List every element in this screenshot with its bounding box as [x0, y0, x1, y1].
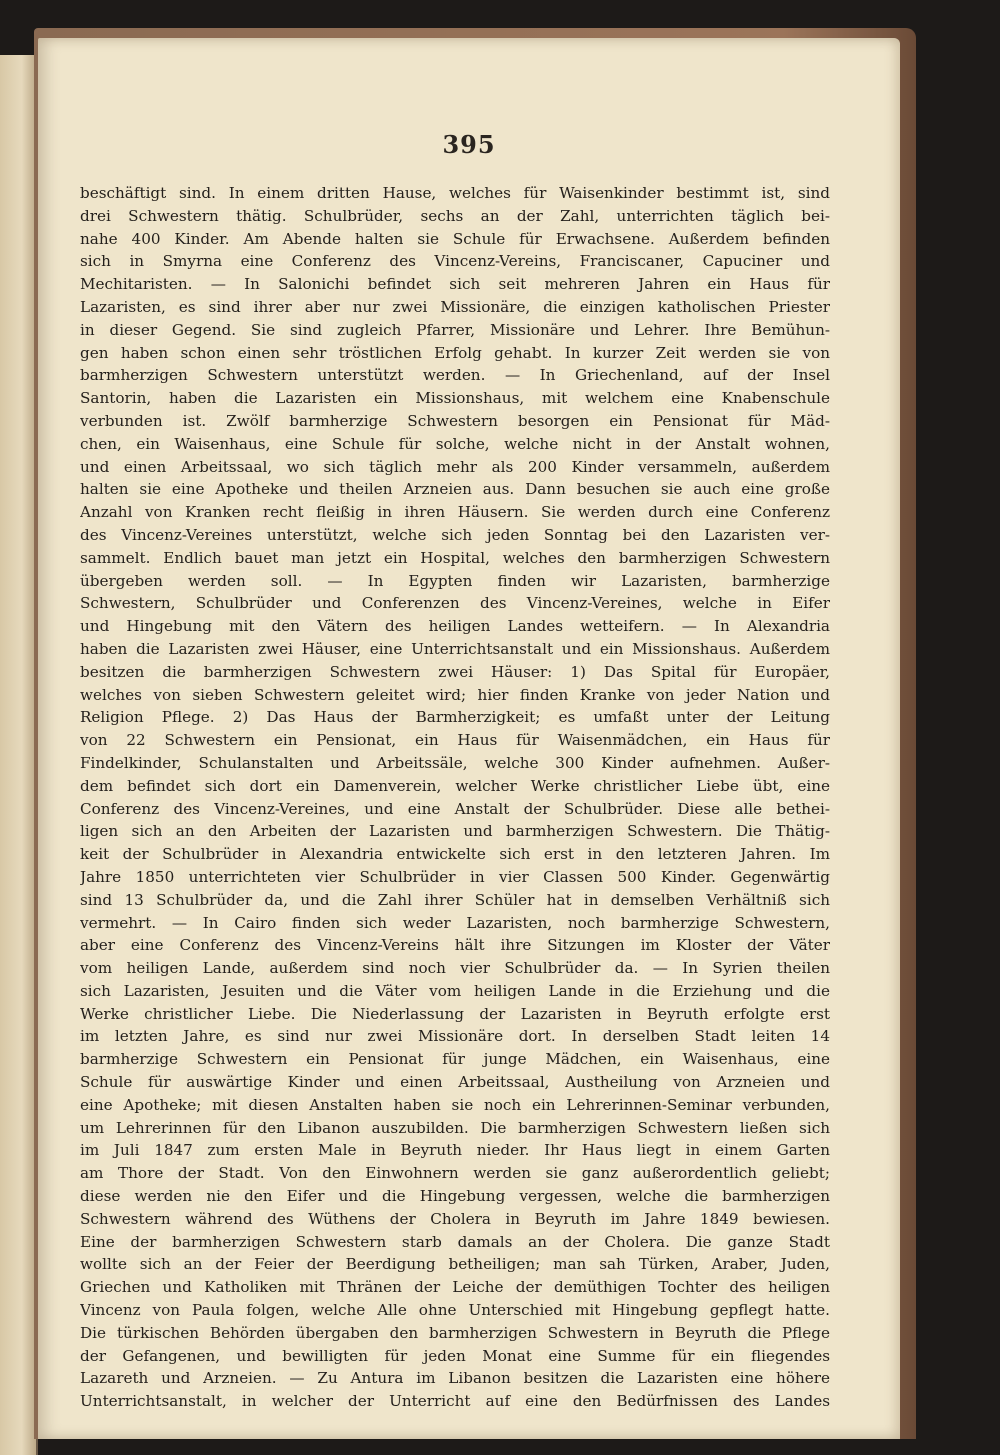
- text-line: beschäftigt sind. In einem dritten Hause, welches für Waisenkinder bestimmt ist, sind: [80, 184, 830, 202]
- text-line: aber eine Conferenz des Vincenz-Vereins hält ihre Sitzungen im Kloster der Väter: [80, 936, 830, 955]
- text-line: um Lehrerinnen für den Libanon auszubilden. Die barmherzigen Schwestern ließen sich: [80, 1118, 830, 1137]
- text-line: barmherzige Schwestern ein Pensionat für junge Mädchen, ein Waisenhaus, eine: [80, 1050, 830, 1069]
- text-line: Religion Pflege. 2) Das Haus der Barmherzigkeit; es umfaßt unter der Leitung: [80, 708, 830, 727]
- text-line: Lazaristen, es sind ihrer aber nur zwei Missionäre, die einzigen katholischen Priester: [80, 297, 830, 316]
- text-line: Findelkinder, Schulanstalten und Arbeitssäle, welche 300 Kinder aufnehmen. Außer-: [80, 753, 830, 772]
- text-line: im Juli 1847 zum ersten Male in Beyruth nieder. Ihr Haus liegt in einem Garten: [80, 1141, 830, 1160]
- text-line: Unterrichtsanstalt, in welcher der Unterricht auf eine den Bedürfnissen des Landes: [80, 1392, 830, 1411]
- text-line: Werke christlicher Liebe. Die Niederlassung der Lazaristen in Beyruth erfolgte erst: [80, 1004, 830, 1023]
- text-line: des Vincenz-Vereines unterstützt, welche sich jeden Sonntag bei den Lazaristen ver-: [80, 525, 830, 544]
- text-line: von 22 Schwestern ein Pensionat, ein Haus für Waisenmädchen, ein Haus für: [80, 731, 830, 750]
- text-line: Mechitaristen. — In Salonichi befindet sich seit mehreren Jahren ein Haus für: [80, 275, 830, 294]
- text-line: Schwestern während des Wüthens der Cholera in Beyruth im Jahre 1849 bewiesen.: [80, 1209, 830, 1228]
- text-line: sammelt. Endlich bauet man jetzt ein Hospital, welches den barmherzigen Schwestern: [80, 548, 830, 567]
- text-line: dem befindet sich dort ein Damenverein, welcher Werke christlicher Liebe übt, eine: [80, 776, 830, 795]
- text-line: Die türkischen Behörden übergaben den barmherzigen Schwestern in Beyruth die Pflege: [80, 1323, 830, 1342]
- text-line: drei Schwestern thätig. Schulbrüder, sechs an der Zahl, unterrichten täglich bei-: [80, 206, 830, 225]
- text-line: übergeben werden soll. — In Egypten finden wir Lazaristen, barmherzige: [80, 571, 830, 590]
- text-line: halten sie eine Apotheke und theilen Arzneien aus. Dann besuchen sie auch eine große: [80, 480, 830, 499]
- text-line: im letzten Jahre, es sind nur zwei Missionäre dort. In derselben Stadt leiten 14: [80, 1027, 830, 1046]
- text-line: besitzen die barmherzigen Schwestern zwei Häuser: 1) Das Spital für Europäer,: [80, 662, 830, 681]
- page-number: 395: [442, 130, 496, 159]
- text-line: Conferenz des Vincenz-Vereines, und eine Anstalt der Schulbrüder. Diese alle bethei-: [80, 799, 830, 818]
- book-page: [38, 38, 900, 1439]
- text-line: keit der Schulbrüder in Alexandria entwickelte sich erst in den letzteren Jahren. Im: [80, 845, 830, 864]
- text-line: sich Lazaristen, Jesuiten und die Väter vom heiligen Lande in die Erziehung und die: [80, 981, 830, 1000]
- text-line: der Gefangenen, und bewilligten für jeden Monat eine Summe für ein fliegendes: [80, 1346, 830, 1365]
- text-line: eine Apotheke; mit diesen Anstalten haben sie noch ein Lehrerinnen-Seminar verbunden,: [80, 1095, 830, 1114]
- text-line: Jahre 1850 unterrichteten vier Schulbrüder in vier Classen 500 Kinder. Gegenwärtig: [80, 867, 830, 886]
- text-line: in dieser Gegend. Sie sind zugleich Pfarrer, Missionäre und Lehrer. Ihre Bemühun-: [80, 320, 830, 339]
- text-line: Eine der barmherzigen Schwestern starb damals an der Cholera. Die ganze Stadt: [80, 1232, 830, 1251]
- text-line: haben die Lazaristen zwei Häuser, eine Unterrichtsanstalt und ein Missionshaus. Außerdem: [80, 639, 830, 658]
- text-line: chen, ein Waisenhaus, eine Schule für solche, welche nicht in der Anstalt wohnen,: [80, 434, 830, 453]
- text-line: Schule für auswärtige Kinder und einen Arbeitssaal, Austheilung von Arzneien und: [80, 1073, 830, 1092]
- text-line: Griechen und Katholiken mit Thränen der Leiche der demüthigen Tochter des heiligen: [80, 1278, 830, 1297]
- text-line: vermehrt. — In Cairo finden sich weder Lazaristen, noch barmherzige Schwestern,: [80, 913, 830, 932]
- text-line: gen haben schon einen sehr tröstlichen Erfolg gehabt. In kurzer Zeit werden sie von: [80, 343, 830, 362]
- text-line: nahe 400 Kinder. Am Abende halten sie Schule für Erwachsene. Außerdem befinden: [80, 229, 830, 248]
- text-line: welches von sieben Schwestern geleitet wird; hier finden Kranke von jeder Nation und: [80, 685, 830, 704]
- body-text: [80, 182, 830, 1413]
- text-line: diese werden nie den Eifer und die Hingebung vergessen, welche die barmherzigen: [80, 1187, 830, 1206]
- text-line: Vincenz von Paula folgen, welche Alle ohne Unterschied mit Hingebung gepflegt hatte.: [80, 1301, 830, 1320]
- text-line: Anzahl von Kranken recht fleißig in ihren Häusern. Sie werden durch eine Conferenz: [80, 503, 830, 522]
- text-line: Lazareth und Arzneien. — Zu Antura im Libanon besitzen die Lazaristen eine höhere: [80, 1369, 830, 1388]
- text-line: vom heiligen Lande, außerdem sind noch vier Schulbrüder da. — In Syrien theilen: [80, 959, 830, 978]
- text-line: sind 13 Schulbrüder da, und die Zahl ihrer Schüler hat in demselben Verhältniß sich: [80, 890, 830, 909]
- text-line: Schwestern, Schulbrüder und Conferenzen des Vincenz-Vereines, welche in Eifer: [80, 594, 830, 613]
- text-line: am Thore der Stadt. Von den Einwohnern werden sie ganz außerordentlich geliebt;: [80, 1164, 830, 1183]
- text-line: sich in Smyrna eine Conferenz des Vincenz-Vereins, Franciscaner, Capuciner und: [80, 252, 830, 271]
- text-line: und einen Arbeitssaal, wo sich täglich mehr als 200 Kinder versammeln, außerdem: [80, 457, 830, 476]
- text-line: ligen sich an den Arbeiten der Lazaristen und barmherzigen Schwestern. Die Thätig-: [80, 822, 830, 841]
- text-line: Santorin, haben die Lazaristen ein Missionshaus, mit welchem eine Knabenschule: [80, 389, 830, 408]
- text-line: und Hingebung mit den Vätern des heiligen Landes wetteifern. — In Alexandria: [80, 617, 830, 636]
- text-line: barmherzigen Schwestern unterstützt werden. — In Griechenland, auf der Insel: [80, 366, 830, 385]
- text-line: verbunden ist. Zwölf barmherzige Schwestern besorgen ein Pensionat für Mäd-: [80, 411, 830, 430]
- text-line: wollte sich an der Feier der Beerdigung betheiligen; man sah Türken, Araber, Juden,: [80, 1255, 830, 1274]
- facing-page-edge: [0, 55, 38, 1455]
